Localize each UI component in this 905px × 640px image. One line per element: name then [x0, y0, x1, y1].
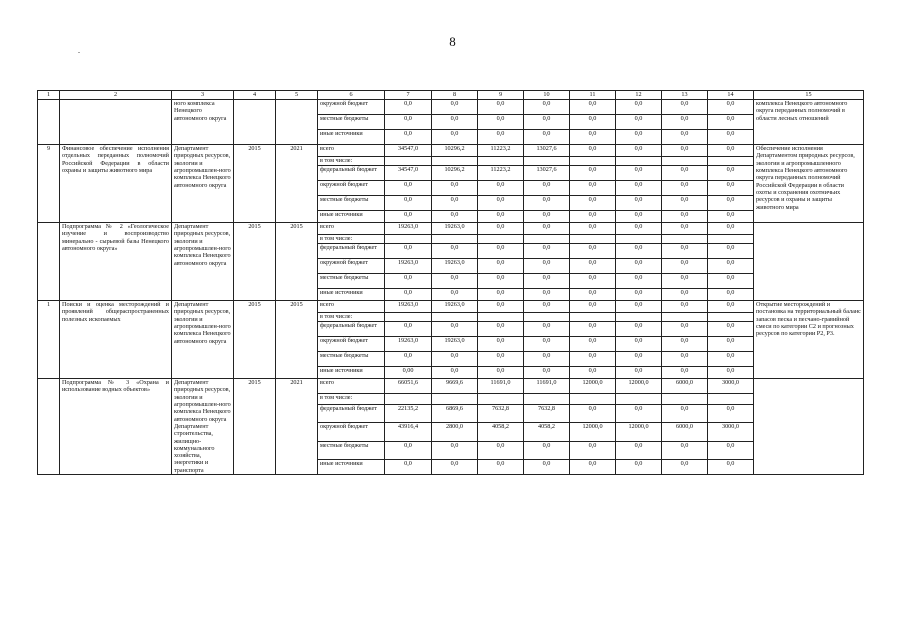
amount-cell: 0,0 — [478, 196, 524, 211]
funding-source-cell: федеральный бюджет — [318, 404, 385, 422]
amount-cell: 0,0 — [616, 367, 662, 379]
amount-cell: 19263,0 — [385, 259, 432, 274]
funding-source-cell: местные бюджеты — [318, 274, 385, 289]
amount-cell: 3000,0 — [708, 379, 754, 394]
amount-cell: 22135,2 — [385, 404, 432, 422]
amount-cell: 0,0 — [570, 441, 616, 459]
amount-cell: 2800,0 — [432, 423, 478, 441]
amount-cell: 0,0 — [662, 259, 708, 274]
amount-cell — [570, 393, 616, 404]
amount-cell — [662, 235, 708, 244]
amount-cell: 12000,0 — [570, 423, 616, 441]
amount-cell: 0,0 — [662, 301, 708, 313]
amount-cell: 0,0 — [385, 100, 432, 115]
amount-cell — [616, 393, 662, 404]
start-year-cell: 2015 — [234, 223, 276, 301]
amount-cell: 0,0 — [616, 274, 662, 289]
amount-cell: 0,0 — [570, 259, 616, 274]
amount-cell: 0,0 — [478, 130, 524, 145]
amount-cell: 0,0 — [432, 130, 478, 145]
amount-cell: 0,0 — [662, 352, 708, 367]
amount-cell: 0,0 — [524, 301, 570, 313]
column-number-7: 7 — [385, 91, 432, 100]
amount-cell: 0,0 — [570, 367, 616, 379]
amount-cell: 0,0 — [616, 352, 662, 367]
amount-cell: 0,0 — [570, 115, 616, 130]
amount-cell: 34547,0 — [385, 145, 432, 157]
amount-cell: 19263,0 — [385, 223, 432, 235]
amount-cell: 0,0 — [385, 274, 432, 289]
amount-cell: 0,0 — [570, 274, 616, 289]
start-year-cell: 2015 — [234, 301, 276, 379]
funding-source-cell: всего — [318, 145, 385, 157]
table-row — [38, 100, 864, 115]
row-number-cell — [38, 379, 60, 475]
amount-cell: 0,0 — [524, 289, 570, 301]
amount-cell: 0,0 — [478, 289, 524, 301]
column-number-10: 10 — [524, 91, 570, 100]
amount-cell: 66051,6 — [385, 379, 432, 394]
amount-cell: 12000,0 — [616, 423, 662, 441]
end-year-cell: 2015 — [276, 301, 318, 379]
amount-cell: 13027,6 — [524, 145, 570, 157]
row-number-cell: 1 — [38, 301, 60, 379]
amount-cell: 0,0 — [708, 115, 754, 130]
amount-cell — [616, 157, 662, 166]
amount-cell: 0,0 — [524, 274, 570, 289]
amount-cell: 0,0 — [385, 211, 432, 223]
amount-cell — [708, 313, 754, 322]
result-cell: комплекса Ненецкого автономного округа переданных полномочий в области лесных отношений — [754, 100, 864, 145]
amount-cell: 0,0 — [478, 441, 524, 459]
amount-cell: 0,0 — [708, 404, 754, 422]
funding-source-cell: в том числе: — [318, 313, 385, 322]
funding-source-cell: всего — [318, 301, 385, 313]
amount-cell: 19263,0 — [385, 337, 432, 352]
amount-cell: 0,0 — [662, 211, 708, 223]
row-number-cell: 9 — [38, 145, 60, 223]
amount-cell — [570, 157, 616, 166]
amount-cell: 0,0 — [616, 404, 662, 422]
amount-cell: 0,00 — [385, 367, 432, 379]
column-number-6: 6 — [318, 91, 385, 100]
amount-cell: 0,0 — [432, 274, 478, 289]
funding-source-cell: иные источники — [318, 211, 385, 223]
measure-name-cell: Подпрограмма № 2 «Геологическое изучение и воспроизводство минерально - сырьевой базы Ненецкого автономного округа» — [60, 223, 172, 301]
amount-cell: 0,0 — [708, 211, 754, 223]
amount-cell: 0,0 — [432, 460, 478, 475]
funding-source-cell: иные источники — [318, 460, 385, 475]
funding-source-cell: иные источники — [318, 367, 385, 379]
amount-cell: 0,0 — [708, 301, 754, 313]
amount-cell: 0,0 — [662, 441, 708, 459]
amount-cell: 0,0 — [708, 274, 754, 289]
amount-cell: 0,0 — [524, 367, 570, 379]
amount-cell: 0,0 — [662, 115, 708, 130]
result-cell — [754, 223, 864, 301]
amount-cell: 0,0 — [478, 367, 524, 379]
amount-cell: 0,0 — [708, 337, 754, 352]
measure-name-cell: Подпрограмма № 3 «Охрана и использование водных объектов» — [60, 379, 172, 475]
amount-cell: 0,0 — [708, 166, 754, 181]
amount-cell: 0,0 — [478, 115, 524, 130]
amount-cell: 0,0 — [524, 115, 570, 130]
executor-cell: Департамент природных ресурсов, экологии и агропромышлен-ного комплекса Ненецкого автономного округа — [172, 301, 234, 379]
amount-cell: 0,0 — [616, 181, 662, 196]
amount-cell: 19263,0 — [432, 337, 478, 352]
amount-cell: 0,0 — [616, 301, 662, 313]
amount-cell: 6869,6 — [432, 404, 478, 422]
funding-source-cell: окружной бюджет — [318, 181, 385, 196]
column-number-4: 4 — [234, 91, 276, 100]
amount-cell: 0,0 — [432, 244, 478, 259]
funding-source-cell: в том числе: — [318, 157, 385, 166]
amount-cell: 0,0 — [524, 244, 570, 259]
amount-cell — [432, 313, 478, 322]
start-year-cell: 2015 — [234, 145, 276, 223]
amount-cell: 0,0 — [662, 337, 708, 352]
amount-cell — [616, 313, 662, 322]
amount-cell: 0,0 — [570, 301, 616, 313]
amount-cell: 0,0 — [524, 223, 570, 235]
amount-cell: 0,0 — [524, 322, 570, 337]
amount-cell: 0,0 — [524, 130, 570, 145]
funding-source-cell: окружной бюджет — [318, 259, 385, 274]
amount-cell: 0,0 — [616, 441, 662, 459]
amount-cell: 0,0 — [708, 145, 754, 157]
column-number-13: 13 — [662, 91, 708, 100]
amount-cell: 0,0 — [478, 274, 524, 289]
amount-cell: 0,0 — [478, 322, 524, 337]
amount-cell: 0,0 — [570, 337, 616, 352]
amount-cell: 0,0 — [616, 259, 662, 274]
amount-cell: 0,0 — [662, 166, 708, 181]
amount-cell: 0,0 — [478, 337, 524, 352]
executor-cell: Департамент природных ресурсов, экологии и агропромышлен-ного комплекса Ненецкого автономного округа — [172, 223, 234, 301]
result-cell — [754, 379, 864, 475]
table-row — [38, 145, 864, 157]
start-year-cell: 2015 — [234, 379, 276, 475]
amount-cell: 0,0 — [524, 259, 570, 274]
column-number-14: 14 — [708, 91, 754, 100]
funding-source-cell: местные бюджеты — [318, 352, 385, 367]
funding-source-cell: местные бюджеты — [318, 196, 385, 211]
amount-cell: 0,0 — [616, 244, 662, 259]
amount-cell: 0,0 — [478, 352, 524, 367]
amount-cell: 0,0 — [662, 460, 708, 475]
amount-cell: 0,0 — [570, 244, 616, 259]
amount-cell: 0,0 — [616, 223, 662, 235]
amount-cell: 0,0 — [662, 130, 708, 145]
amount-cell: 0,0 — [616, 100, 662, 115]
amount-cell: 0,0 — [616, 337, 662, 352]
amount-cell: 0,0 — [616, 145, 662, 157]
amount-cell: 11223,2 — [478, 166, 524, 181]
amount-cell: 0,0 — [570, 460, 616, 475]
amount-cell — [708, 393, 754, 404]
amount-cell: 0,0 — [708, 223, 754, 235]
amount-cell: 6000,0 — [662, 379, 708, 394]
amount-cell: 11691,0 — [524, 379, 570, 394]
funding-source-cell: окружной бюджет — [318, 100, 385, 115]
amount-cell — [524, 313, 570, 322]
amount-cell: 19263,0 — [432, 301, 478, 313]
amount-cell: 0,0 — [432, 211, 478, 223]
amount-cell — [432, 393, 478, 404]
row-number-cell — [38, 100, 60, 145]
amount-cell — [432, 235, 478, 244]
funding-source-cell: федеральный бюджет — [318, 322, 385, 337]
amount-cell: 10296,2 — [432, 145, 478, 157]
amount-cell — [662, 157, 708, 166]
amount-cell: 0,0 — [616, 115, 662, 130]
funding-source-cell: всего — [318, 223, 385, 235]
amount-cell: 0,0 — [662, 223, 708, 235]
amount-cell — [385, 313, 432, 322]
column-number-12: 12 — [616, 91, 662, 100]
funding-source-cell: иные источники — [318, 130, 385, 145]
amount-cell — [524, 157, 570, 166]
amount-cell: 0,0 — [385, 130, 432, 145]
amount-cell: 0,0 — [432, 196, 478, 211]
amount-cell: 0,0 — [432, 367, 478, 379]
amount-cell: 0,0 — [385, 196, 432, 211]
amount-cell: 0,0 — [570, 196, 616, 211]
amount-cell: 0,0 — [708, 289, 754, 301]
amount-cell: 0,0 — [708, 196, 754, 211]
amount-cell: 0,0 — [708, 367, 754, 379]
amount-cell: 0,0 — [478, 460, 524, 475]
amount-cell: 0,0 — [662, 145, 708, 157]
end-year-cell: 2021 — [276, 145, 318, 223]
amount-cell: 0,0 — [616, 322, 662, 337]
amount-cell — [662, 393, 708, 404]
amount-cell: 0,0 — [616, 289, 662, 301]
amount-cell: 0,0 — [524, 181, 570, 196]
executor-cell: ного комплекса Ненецкого автономного округа — [172, 100, 234, 145]
amount-cell: 0,0 — [616, 460, 662, 475]
amount-cell: 9669,6 — [432, 379, 478, 394]
amount-cell: 0,0 — [570, 322, 616, 337]
amount-cell: 0,0 — [432, 100, 478, 115]
amount-cell: 0,0 — [385, 244, 432, 259]
executor-cell: Департамент природных ресурсов, экологии и агропромышлен-ного комплекса Ненецкого автономного округа Департамент строительства, жилищно-коммунального хозяйства, энергетики и транспорта — [172, 379, 234, 475]
amount-cell: 19263,0 — [385, 301, 432, 313]
row-number-cell — [38, 223, 60, 301]
amount-cell — [708, 235, 754, 244]
amount-cell: 4058,2 — [478, 423, 524, 441]
amount-cell: 0,0 — [570, 223, 616, 235]
funding-source-cell: окружной бюджет — [318, 423, 385, 441]
amount-cell: 0,0 — [708, 181, 754, 196]
amount-cell: 0,0 — [662, 367, 708, 379]
column-number-3: 3 — [172, 91, 234, 100]
amount-cell: 0,0 — [708, 259, 754, 274]
amount-cell: 0,0 — [524, 441, 570, 459]
amount-cell: 0,0 — [432, 181, 478, 196]
amount-cell: 19263,0 — [432, 259, 478, 274]
amount-cell: 13027,6 — [524, 166, 570, 181]
amount-cell: 0,0 — [570, 166, 616, 181]
amount-cell: 0,0 — [478, 301, 524, 313]
start-year-cell — [234, 100, 276, 145]
amount-cell: 0,0 — [662, 322, 708, 337]
amount-cell: 0,0 — [570, 289, 616, 301]
amount-cell: 34547,0 — [385, 166, 432, 181]
column-number-9: 9 — [478, 91, 524, 100]
amount-cell: 0,0 — [708, 244, 754, 259]
end-year-cell: 2021 — [276, 379, 318, 475]
executor-cell: Департамент природных ресурсов, экологии и агропромышлен-ного комплекса Ненецкого автономного округа — [172, 145, 234, 223]
program-table — [37, 90, 864, 475]
funding-source-cell: иные источники — [318, 289, 385, 301]
funding-source-cell: местные бюджеты — [318, 441, 385, 459]
column-number-1: 1 — [38, 91, 60, 100]
amount-cell: 0,0 — [570, 181, 616, 196]
amount-cell: 0,0 — [570, 130, 616, 145]
amount-cell: 6000,0 — [662, 423, 708, 441]
amount-cell: 0,0 — [385, 322, 432, 337]
amount-cell: 0,0 — [432, 322, 478, 337]
table-row — [38, 223, 864, 235]
end-year-cell: 2015 — [276, 223, 318, 301]
amount-cell: 0,0 — [662, 274, 708, 289]
column-number-11: 11 — [570, 91, 616, 100]
amount-cell: 0,0 — [616, 211, 662, 223]
amount-cell: 19263,0 — [432, 223, 478, 235]
amount-cell: 7632,8 — [524, 404, 570, 422]
page-number: 8 — [449, 34, 456, 49]
amount-cell: 0,0 — [662, 181, 708, 196]
amount-cell: 0,0 — [616, 196, 662, 211]
amount-cell: 0,0 — [524, 337, 570, 352]
amount-cell: 0,0 — [385, 115, 432, 130]
amount-cell: 7632,8 — [478, 404, 524, 422]
column-number-2: 2 — [60, 91, 172, 100]
amount-cell — [524, 393, 570, 404]
funding-source-cell: всего — [318, 379, 385, 394]
amount-cell: 0,0 — [385, 181, 432, 196]
page-mark: . — [78, 46, 80, 55]
amount-cell: 0,0 — [662, 404, 708, 422]
amount-cell — [385, 235, 432, 244]
amount-cell: 0,0 — [478, 100, 524, 115]
amount-cell: 0,0 — [662, 289, 708, 301]
amount-cell: 12000,0 — [570, 379, 616, 394]
column-number-row — [38, 91, 864, 100]
amount-cell — [570, 235, 616, 244]
amount-cell: 11223,2 — [478, 145, 524, 157]
funding-source-cell: федеральный бюджет — [318, 244, 385, 259]
amount-cell: 4058,2 — [524, 423, 570, 441]
amount-cell: 0,0 — [708, 441, 754, 459]
amount-cell — [385, 393, 432, 404]
measure-name-cell: Финансовое обеспечение исполнения отдельных переданных полномочий Российской Федерации в области охраны и защиты животного мира — [60, 145, 172, 223]
amount-cell: 12000,0 — [616, 379, 662, 394]
amount-cell: 0,0 — [570, 404, 616, 422]
amount-cell — [432, 157, 478, 166]
amount-cell: 0,0 — [708, 352, 754, 367]
amount-cell: 0,0 — [478, 181, 524, 196]
amount-cell: 0,0 — [385, 289, 432, 301]
amount-cell — [616, 235, 662, 244]
funding-source-cell: федеральный бюджет — [318, 166, 385, 181]
amount-cell: 0,0 — [524, 352, 570, 367]
table-row — [38, 301, 864, 313]
amount-cell — [708, 157, 754, 166]
amount-cell: 0,0 — [708, 130, 754, 145]
amount-cell: 3000,0 — [708, 423, 754, 441]
amount-cell: 0,0 — [385, 352, 432, 367]
amount-cell: 0,0 — [570, 145, 616, 157]
amount-cell — [478, 235, 524, 244]
amount-cell: 0,0 — [708, 460, 754, 475]
measure-name-cell: Поиски и оценка месторождений и проявлений общераспространенных полезных ископаемых — [60, 301, 172, 379]
measure-name-cell — [60, 100, 172, 145]
result-cell: Открытие месторождений и постановка на территориальный баланс запасов песка и песчано-гравийной смеси по категории С2 и прогнозных ресурсов по категории Р2, Р3. — [754, 301, 864, 379]
result-cell: Обеспечение исполнения Департаментом природных ресурсов, экологии и агропромышленного комплекса Ненецкого автономного округа переданных полномочий Российской Федерации в области охоты и сохранения охотничьих ресурсов и охраны и защиты животного мира — [754, 145, 864, 223]
amount-cell: 0,0 — [524, 196, 570, 211]
amount-cell: 0,0 — [385, 460, 432, 475]
amount-cell: 0,0 — [708, 322, 754, 337]
amount-cell: 0,0 — [478, 223, 524, 235]
amount-cell: 0,0 — [432, 441, 478, 459]
column-number-15: 15 — [754, 91, 864, 100]
column-number-5: 5 — [276, 91, 318, 100]
funding-source-cell: в том числе: — [318, 393, 385, 404]
amount-cell: 0,0 — [570, 352, 616, 367]
amount-cell: 0,0 — [524, 100, 570, 115]
table-row — [38, 379, 864, 394]
amount-cell — [478, 157, 524, 166]
amount-cell — [478, 313, 524, 322]
column-number-8: 8 — [432, 91, 478, 100]
amount-cell: 0,0 — [708, 100, 754, 115]
amount-cell: 0,0 — [662, 244, 708, 259]
amount-cell — [570, 313, 616, 322]
amount-cell — [524, 235, 570, 244]
amount-cell: 11691,0 — [478, 379, 524, 394]
amount-cell: 0,0 — [616, 130, 662, 145]
amount-cell: 0,0 — [570, 211, 616, 223]
funding-source-cell: окружной бюджет — [318, 337, 385, 352]
amount-cell: 0,0 — [385, 441, 432, 459]
amount-cell: 0,0 — [524, 211, 570, 223]
amount-cell: 10296,2 — [432, 166, 478, 181]
amount-cell: 0,0 — [432, 289, 478, 301]
amount-cell: 0,0 — [432, 352, 478, 367]
amount-cell: 0,0 — [478, 259, 524, 274]
amount-cell: 0,0 — [616, 166, 662, 181]
funding-source-cell: в том числе: — [318, 235, 385, 244]
amount-cell: 43916,4 — [385, 423, 432, 441]
amount-cell: 0,0 — [570, 100, 616, 115]
amount-cell: 0,0 — [662, 196, 708, 211]
amount-cell — [385, 157, 432, 166]
funding-source-cell: местные бюджеты — [318, 115, 385, 130]
amount-cell — [478, 393, 524, 404]
amount-cell: 0,0 — [524, 460, 570, 475]
amount-cell: 0,0 — [478, 211, 524, 223]
amount-cell — [662, 313, 708, 322]
amount-cell: 0,0 — [432, 115, 478, 130]
amount-cell: 0,0 — [662, 100, 708, 115]
amount-cell: 0,0 — [478, 244, 524, 259]
end-year-cell — [276, 100, 318, 145]
